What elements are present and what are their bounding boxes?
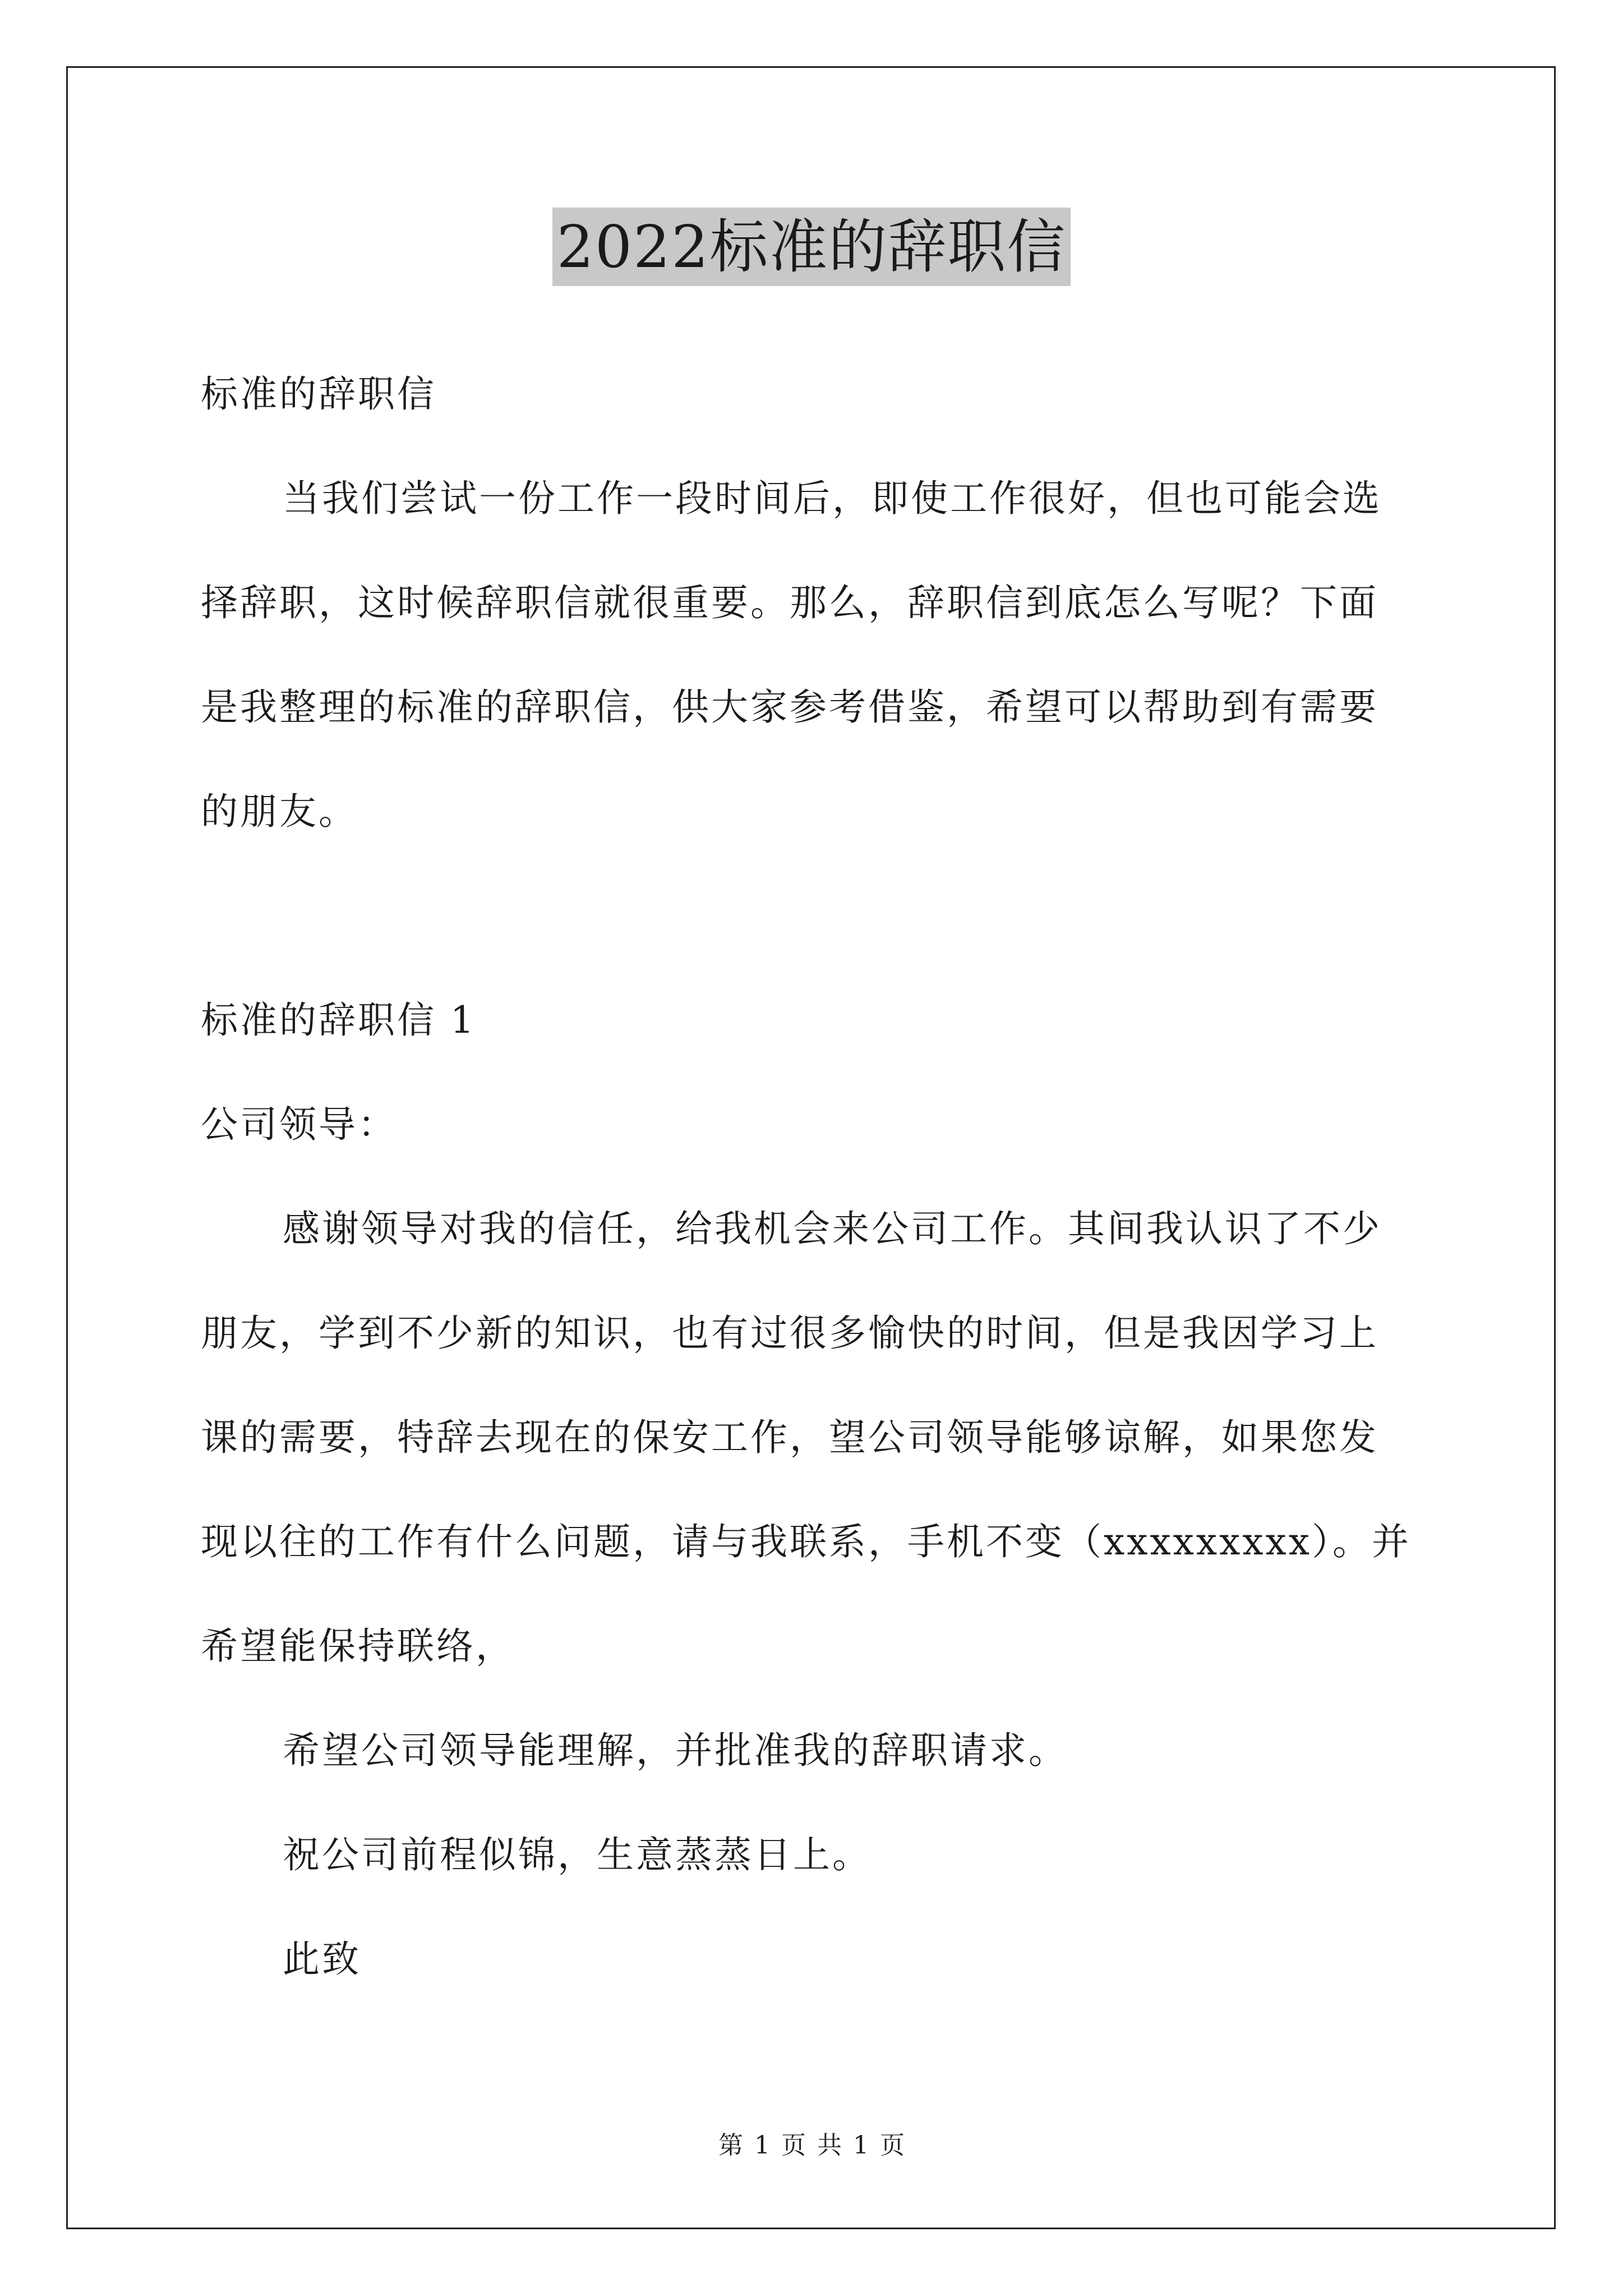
body-line-1: 感谢领导对我的信任，给我机会来公司工作。其间我认识了不少 [283,1207,1382,1250]
subtitle: 标准的辞职信 [201,372,436,416]
closing-line: 此致 [283,1938,361,1981]
spacer [201,864,1435,968]
request-line: 希望公司领导能理解，并批准我的辞职请求。 [283,1729,1068,1772]
intro-line-4: 的朋友。 [201,790,358,833]
document-body [201,342,1435,2012]
intro-line-2: 择辞职，这时候辞职信就很重要。那么，辞职信到底怎么写呢？下面 [201,581,1378,624]
section-heading: 标准的辞职信 1 [201,999,476,1042]
intro-line-3: 是我整理的标准的辞职信，供大家参考借鉴，希望可以帮助到有需要 [201,685,1378,729]
wish-line: 祝公司前程似锦，生意蒸蒸日上。 [283,1833,872,1876]
body-line-4: 现以往的工作有什么问题，请与我联系，手机不变（xxxxxxxxx）。并 [201,1520,1411,1563]
title-wrap [0,208,1623,286]
page-footer: 第 1 页 共 1 页 [718,2131,905,2160]
body-line-5: 希望能保持联络， [201,1625,515,1668]
document-title: 2022标准的辞职信 [552,208,1071,286]
body-line-2: 朋友，学到不少新的知识，也有过很多愉快的时间，但是我因学习上 [201,1312,1378,1355]
body-line-3: 课的需要，特辞去现在的保安工作，望公司领导能够谅解，如果您发 [201,1416,1378,1459]
intro-line-1: 当我们尝试一份工作一段时间后，即使工作很好，但也可能会选 [283,477,1382,520]
salutation: 公司领导： [201,1103,397,1146]
